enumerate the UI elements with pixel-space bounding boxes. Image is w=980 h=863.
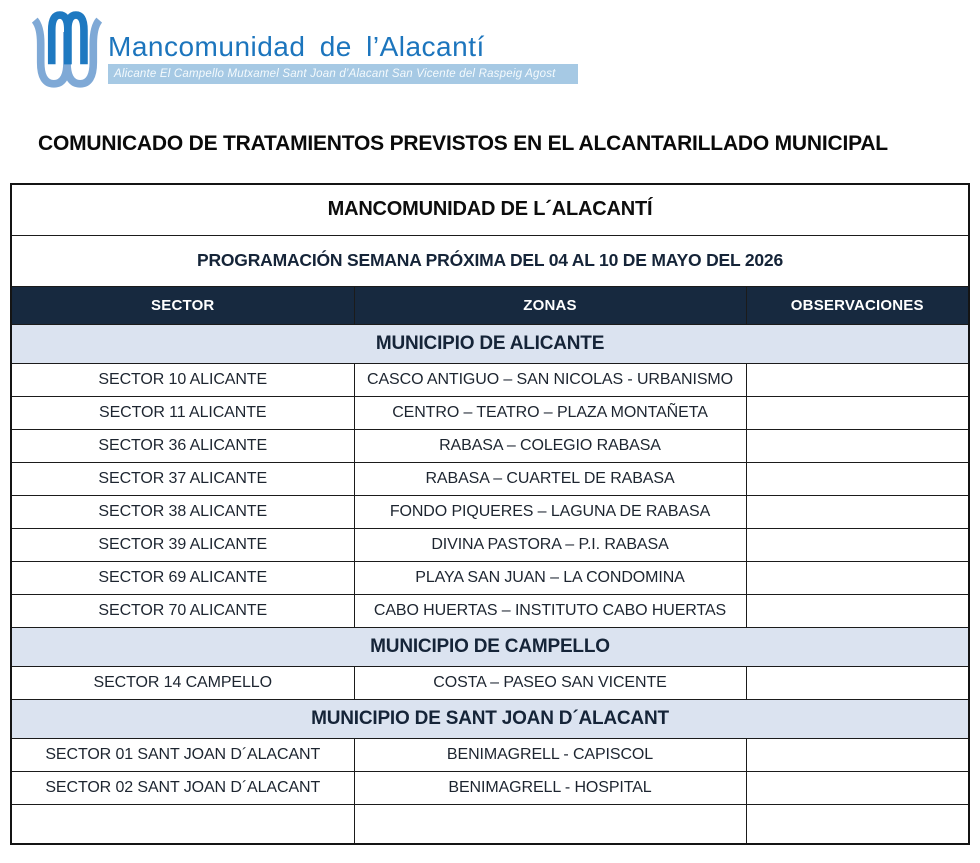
observaciones-cell: [746, 666, 969, 699]
table-subtitle-row: [11, 235, 969, 286]
zona-cell: BENIMAGRELL - CAPISCOL: [354, 738, 746, 771]
zona-cell: PLAYA SAN JUAN – LA CONDOMINA: [354, 561, 746, 594]
brand-tagline-band: [108, 64, 578, 84]
programacion-table: [10, 183, 970, 845]
table-row: [11, 561, 969, 594]
zona-cell: RABASA – CUARTEL DE RABASA: [354, 462, 746, 495]
table-row: [11, 528, 969, 561]
sector-cell: SECTOR 11 ALICANTE: [11, 396, 354, 429]
zona-cell: CENTRO – TEATRO – PLAZA MONTAÑETA: [354, 396, 746, 429]
observaciones-cell: [746, 396, 969, 429]
column-header-zonas: ZONAS: [354, 286, 746, 324]
sector-cell: SECTOR 14 CAMPELLO: [11, 666, 354, 699]
observaciones-cell: [746, 429, 969, 462]
table-title: MANCOMUNIDAD DE L´ALACANTÍ: [11, 184, 969, 235]
observaciones-cell: [746, 738, 969, 771]
sector-cell: SECTOR 02 SANT JOAN D´ALACANT: [11, 771, 354, 804]
sector-cell: SECTOR 01 SANT JOAN D´ALACANT: [11, 738, 354, 771]
table-row: [11, 363, 969, 396]
programacion-table-container: [10, 183, 968, 845]
table-row: [11, 738, 969, 771]
zona-cell: RABASA – COLEGIO RABASA: [354, 429, 746, 462]
table-row: [11, 495, 969, 528]
section-header-campello: [11, 627, 969, 666]
table-row: [11, 429, 969, 462]
section-title: MUNICIPIO DE SANT JOAN D´ALACANT: [11, 699, 969, 738]
observaciones-cell: [746, 804, 969, 844]
table-row: [11, 666, 969, 699]
sector-cell: SECTOR 10 ALICANTE: [11, 363, 354, 396]
zona-cell: CASCO ANTIGUO – SAN NICOLAS - URBANISMO: [354, 363, 746, 396]
section-title: MUNICIPIO DE CAMPELLO: [11, 627, 969, 666]
table-title-row: [11, 184, 969, 235]
section-header-alicante: [11, 324, 969, 363]
table-row: [11, 396, 969, 429]
zona-cell: COSTA – PASEO SAN VICENTE: [354, 666, 746, 699]
sector-cell: SECTOR 69 ALICANTE: [11, 561, 354, 594]
observaciones-cell: [746, 594, 969, 627]
column-header-sector: SECTOR: [11, 286, 354, 324]
sector-cell: [11, 804, 354, 844]
brand-text-block: [108, 6, 578, 84]
section-header-sant-joan: [11, 699, 969, 738]
column-header-observaciones: OBSERVACIONES: [746, 286, 969, 324]
brand-tagline: Alicante El Campello Mutxamel Sant Joan d’Alacant San Vicente del Raspeig Agost: [114, 67, 556, 80]
sector-cell: SECTOR 36 ALICANTE: [11, 429, 354, 462]
table-row-cutoff: [11, 804, 969, 844]
observaciones-cell: [746, 495, 969, 528]
zona-cell: [354, 804, 746, 844]
sector-cell: SECTOR 37 ALICANTE: [11, 462, 354, 495]
observaciones-cell: [746, 528, 969, 561]
mancomunidad-logo-icon: [28, 6, 106, 92]
table-row: [11, 594, 969, 627]
observaciones-cell: [746, 771, 969, 804]
section-title: MUNICIPIO DE ALICANTE: [11, 324, 969, 363]
observaciones-cell: [746, 462, 969, 495]
table-subtitle: PROGRAMACIÓN SEMANA PRÓXIMA DEL 04 AL 10 DE MAYO DEL 2026: [11, 235, 969, 286]
table-row: [11, 771, 969, 804]
zona-cell: CABO HUERTAS – INSTITUTO CABO HUERTAS: [354, 594, 746, 627]
sector-cell: SECTOR 39 ALICANTE: [11, 528, 354, 561]
zona-cell: DIVINA PASTORA – P.I. RABASA: [354, 528, 746, 561]
page-title: COMUNICADO DE TRATAMIENTOS PREVISTOS EN EL ALCANTARILLADO MUNICIPAL: [38, 132, 888, 155]
brand-header: [28, 6, 578, 92]
sector-cell: SECTOR 38 ALICANTE: [11, 495, 354, 528]
brand-wordmark: Mancomunidad de l’Alacantí: [108, 31, 485, 62]
observaciones-cell: [746, 363, 969, 396]
observaciones-cell: [746, 561, 969, 594]
zona-cell: BENIMAGRELL - HOSPITAL: [354, 771, 746, 804]
sector-cell: SECTOR 70 ALICANTE: [11, 594, 354, 627]
table-row: [11, 462, 969, 495]
column-header-row: [11, 286, 969, 324]
zona-cell: FONDO PIQUERES – LAGUNA DE RABASA: [354, 495, 746, 528]
